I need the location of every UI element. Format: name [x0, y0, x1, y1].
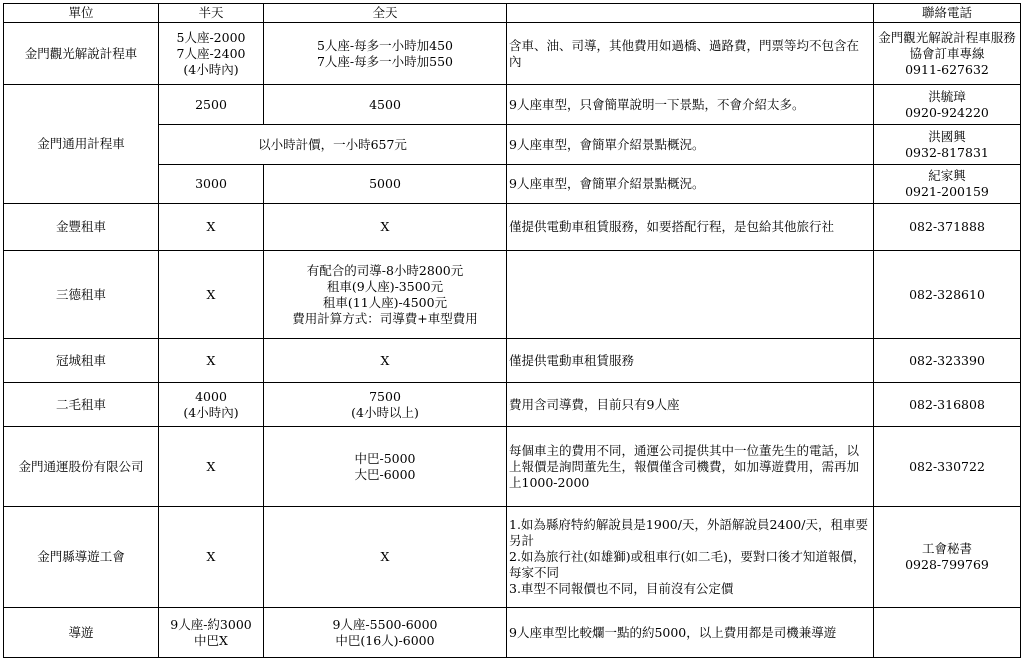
cell-phone: 工會秘書 0928-799769	[874, 507, 1021, 608]
table-row	[4, 204, 1021, 251]
header-full-day: 全天	[264, 4, 507, 23]
table-row	[4, 251, 1021, 339]
cell-note	[507, 251, 874, 339]
cell-merged-price: 以小時計價，一小時657元	[159, 125, 507, 165]
cell-full-day: X	[264, 339, 507, 383]
cell-unit: 金門通用計程車	[4, 85, 159, 204]
cell-unit: 二毛租車	[4, 383, 159, 427]
cell-phone: 082-323390	[874, 339, 1021, 383]
cell-phone: 082-316808	[874, 383, 1021, 427]
cell-note: 9人座車型，只會簡單說明一下景點，不會介紹太多。	[507, 85, 874, 125]
header-half-day: 半天	[159, 4, 264, 23]
cell-note: 含車、油、司導，其他費用如過橋、過路費，門票等均不包含在內	[507, 23, 874, 85]
cell-phone: 082-328610	[874, 251, 1021, 339]
cell-note: 9人座車型，會簡單介紹景點概況。	[507, 125, 874, 165]
cell-note: 僅提供電動車租賃服務，如要搭配行程，是包給其他旅行社	[507, 204, 874, 251]
table-row	[4, 608, 1021, 658]
cell-note: 僅提供電動車租賃服務	[507, 339, 874, 383]
cell-half-day: X	[159, 427, 264, 507]
cell-note: 每個車主的費用不同，通運公司提供其中一位董先生的電話，以上報價是詢問董先生，報價僅含司機費，如加導遊費用，需再加上1000-2000	[507, 427, 874, 507]
cell-full-day: 9人座-5500-6000 中巴(16人)-6000	[264, 608, 507, 658]
cell-phone	[874, 608, 1021, 658]
price-table	[3, 3, 1021, 658]
cell-phone: 082-330722	[874, 427, 1021, 507]
cell-unit: 金門通運股份有限公司	[4, 427, 159, 507]
cell-phone: 紀家興 0921-200159	[874, 165, 1021, 204]
cell-half-day: X	[159, 507, 264, 608]
table-row	[4, 339, 1021, 383]
cell-unit: 冠城租車	[4, 339, 159, 383]
header-phone: 聯絡電話	[874, 4, 1021, 23]
cell-full-day: 有配合的司導-8小時2800元 租車(9人座)-3500元 租車(11人座)-4500元 費用計算方式：司導費+車型費用	[264, 251, 507, 339]
cell-half-day: X	[159, 204, 264, 251]
header-unit: 單位	[4, 4, 159, 23]
cell-phone: 082-371888	[874, 204, 1021, 251]
cell-full-day: X	[264, 204, 507, 251]
cell-unit: 金門觀光解說計程車	[4, 23, 159, 85]
cell-phone: 洪毓璋 0920-924220	[874, 85, 1021, 125]
cell-full-day: 5人座-每多一小時加450 7人座-每多一小時加550	[264, 23, 507, 85]
cell-phone: 洪國興 0932-817831	[874, 125, 1021, 165]
table-row	[4, 383, 1021, 427]
cell-half-day: 5人座-2000 7人座-2400 (4小時內)	[159, 23, 264, 85]
cell-full-day: 4500	[264, 85, 507, 125]
cell-half-day: 9人座-約3000 中巴X	[159, 608, 264, 658]
cell-note: 9人座車型比較爛一點的約5000，以上費用都是司機兼導遊	[507, 608, 874, 658]
table-row	[4, 85, 1021, 125]
cell-full-day: 中巴-5000 大巴-6000	[264, 427, 507, 507]
table-row	[4, 427, 1021, 507]
table-row	[4, 23, 1021, 85]
cell-unit: 三德租車	[4, 251, 159, 339]
cell-half-day: 2500	[159, 85, 264, 125]
header-note	[507, 4, 874, 23]
cell-note: 費用含司導費，目前只有9人座	[507, 383, 874, 427]
cell-note: 1.如為縣府特約解說員是1900/天，外語解說員2400/天，租車要另計 2.如為旅行社(如雄獅)或租車行(如二毛)，要對口後才知道報價，每家不同 3.車型不同報價也不同，目前沒有公定價	[507, 507, 874, 608]
cell-half-day: X	[159, 251, 264, 339]
cell-full-day: X	[264, 507, 507, 608]
cell-half-day: 3000	[159, 165, 264, 204]
table-row	[4, 507, 1021, 608]
header-row	[4, 4, 1021, 23]
cell-full-day: 5000	[264, 165, 507, 204]
cell-half-day: 4000 (4小時內)	[159, 383, 264, 427]
cell-phone: 金門觀光解說計程車服務協會訂車專線 0911-627632	[874, 23, 1021, 85]
cell-unit: 金門縣導遊工會	[4, 507, 159, 608]
cell-unit: 導遊	[4, 608, 159, 658]
cell-unit: 金豐租車	[4, 204, 159, 251]
cell-half-day: X	[159, 339, 264, 383]
cell-note: 9人座車型，會簡單介紹景點概況。	[507, 165, 874, 204]
cell-full-day: 7500 (4小時以上)	[264, 383, 507, 427]
